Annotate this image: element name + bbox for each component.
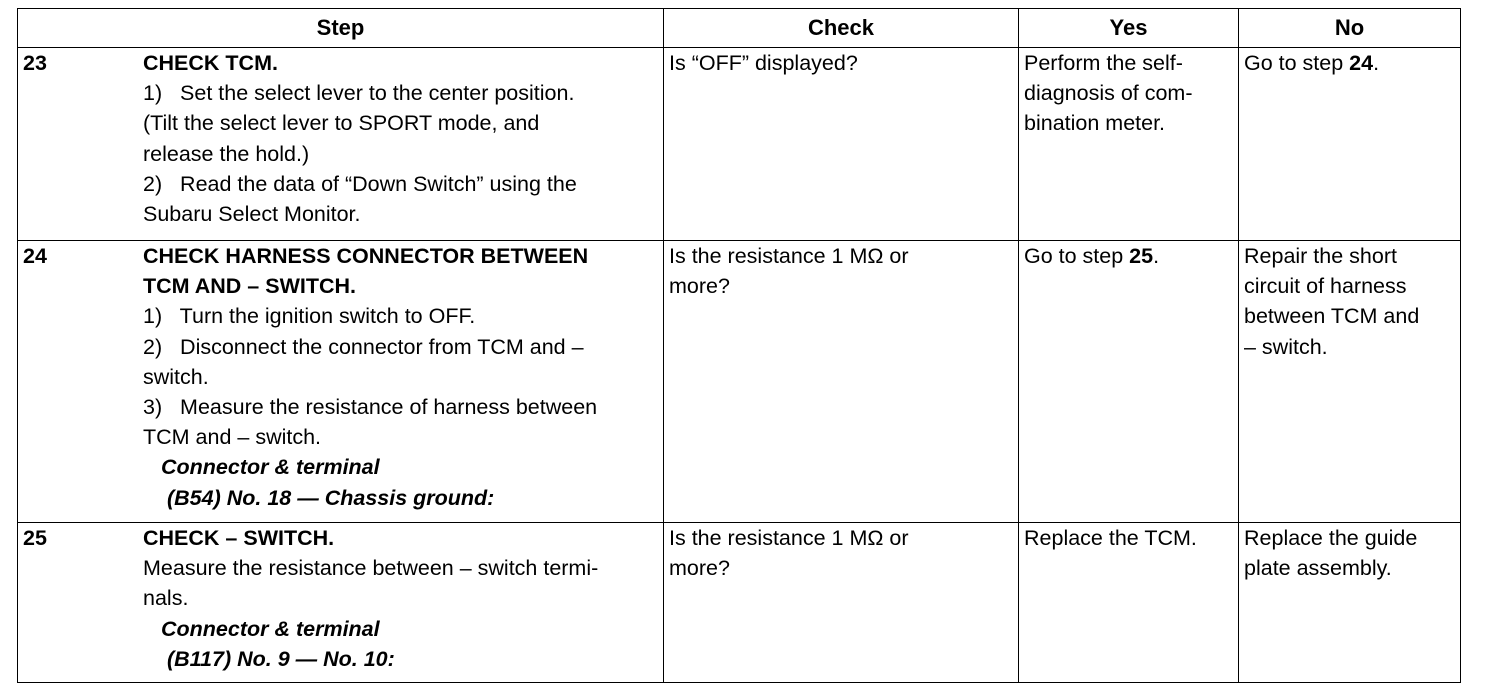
connector-terminal-value: (B117) No. 9 — No. 10:: [167, 646, 395, 671]
check-line: more?: [669, 274, 730, 299]
no-line: plate assembly.: [1244, 556, 1392, 581]
no-text-suffix: .: [1373, 51, 1380, 75]
step-line: release the hold.): [143, 141, 310, 166]
connector-terminal-label: Connector & terminal: [161, 455, 380, 480]
yes-cell: [1019, 523, 1239, 683]
table-row: [18, 523, 1461, 683]
step-line: 2) Read the data of “Down Switch” using the: [143, 171, 577, 196]
no-cell: [1239, 241, 1461, 523]
step-line: (Tilt the select lever to SPORT mode, and: [143, 111, 540, 136]
no-line: – switch.: [1244, 334, 1328, 359]
step-title: TCM AND – SWITCH.: [143, 274, 356, 299]
step-title: CHECK TCM.: [143, 51, 278, 75]
yes-text: Replace the TCM.: [1024, 526, 1197, 550]
no-text: Go to step: [1244, 51, 1350, 75]
step-cell: [18, 48, 664, 241]
header-no: No: [1239, 9, 1461, 48]
no-line: circuit of harness: [1244, 274, 1407, 299]
yes-text: Go to step: [1024, 244, 1130, 268]
step-line: nals.: [143, 586, 189, 611]
check-line: Is the resistance 1 MΩ or: [669, 244, 909, 268]
check-cell: [664, 523, 1019, 683]
step-line: Subaru Select Monitor.: [143, 202, 361, 227]
step-line: 1) Set the select lever to the center position.: [143, 81, 575, 106]
no-line: Repair the short: [1244, 244, 1397, 268]
no-cell: [1239, 48, 1461, 241]
check-line: Is the resistance 1 MΩ or: [669, 526, 909, 550]
step-cell: [18, 241, 664, 523]
yes-line: bination meter.: [1024, 111, 1166, 136]
table-row: [18, 48, 1461, 241]
check-cell: [664, 48, 1019, 241]
step-ref: 25: [1129, 244, 1154, 268]
step-cell: [18, 523, 664, 683]
connector-terminal-label: Connector & terminal: [161, 616, 380, 641]
step-line: 2) Disconnect the connector from TCM and –: [143, 334, 584, 359]
step-number: 25: [23, 526, 47, 550]
connector-terminal-value: (B54) No. 18 — Chassis ground:: [167, 485, 495, 510]
step-number: 24: [23, 244, 47, 268]
yes-line: Perform the self-: [1024, 51, 1183, 75]
step-line: Measure the resistance between – switch termi-: [143, 556, 599, 581]
check-cell: [664, 241, 1019, 523]
step-line: switch.: [143, 364, 209, 389]
diagnostic-table: [17, 8, 1461, 683]
header-step: Step: [18, 9, 664, 48]
step-ref: 24: [1349, 51, 1374, 75]
header-yes: Yes: [1019, 9, 1239, 48]
step-line: 1) Turn the ignition switch to OFF.: [143, 304, 476, 329]
yes-cell: [1019, 48, 1239, 241]
step-line: TCM and – switch.: [143, 425, 322, 450]
table-row: [18, 241, 1461, 523]
step-title: CHECK HARNESS CONNECTOR BETWEEN: [143, 244, 589, 268]
step-number: 23: [23, 51, 47, 75]
yes-text-suffix: .: [1153, 244, 1160, 268]
no-line: Replace the guide: [1244, 526, 1418, 550]
table-header-row: [18, 9, 1461, 48]
no-line: between TCM and: [1244, 304, 1420, 329]
no-cell: [1239, 523, 1461, 683]
yes-cell: [1019, 241, 1239, 523]
check-line: more?: [669, 556, 730, 581]
header-check: Check: [664, 9, 1019, 48]
check-text: Is “OFF” displayed?: [669, 51, 858, 75]
step-title: CHECK – SWITCH.: [143, 526, 335, 550]
yes-line: diagnosis of com-: [1024, 81, 1193, 106]
step-line: 3) Measure the resistance of harness between: [143, 395, 598, 420]
